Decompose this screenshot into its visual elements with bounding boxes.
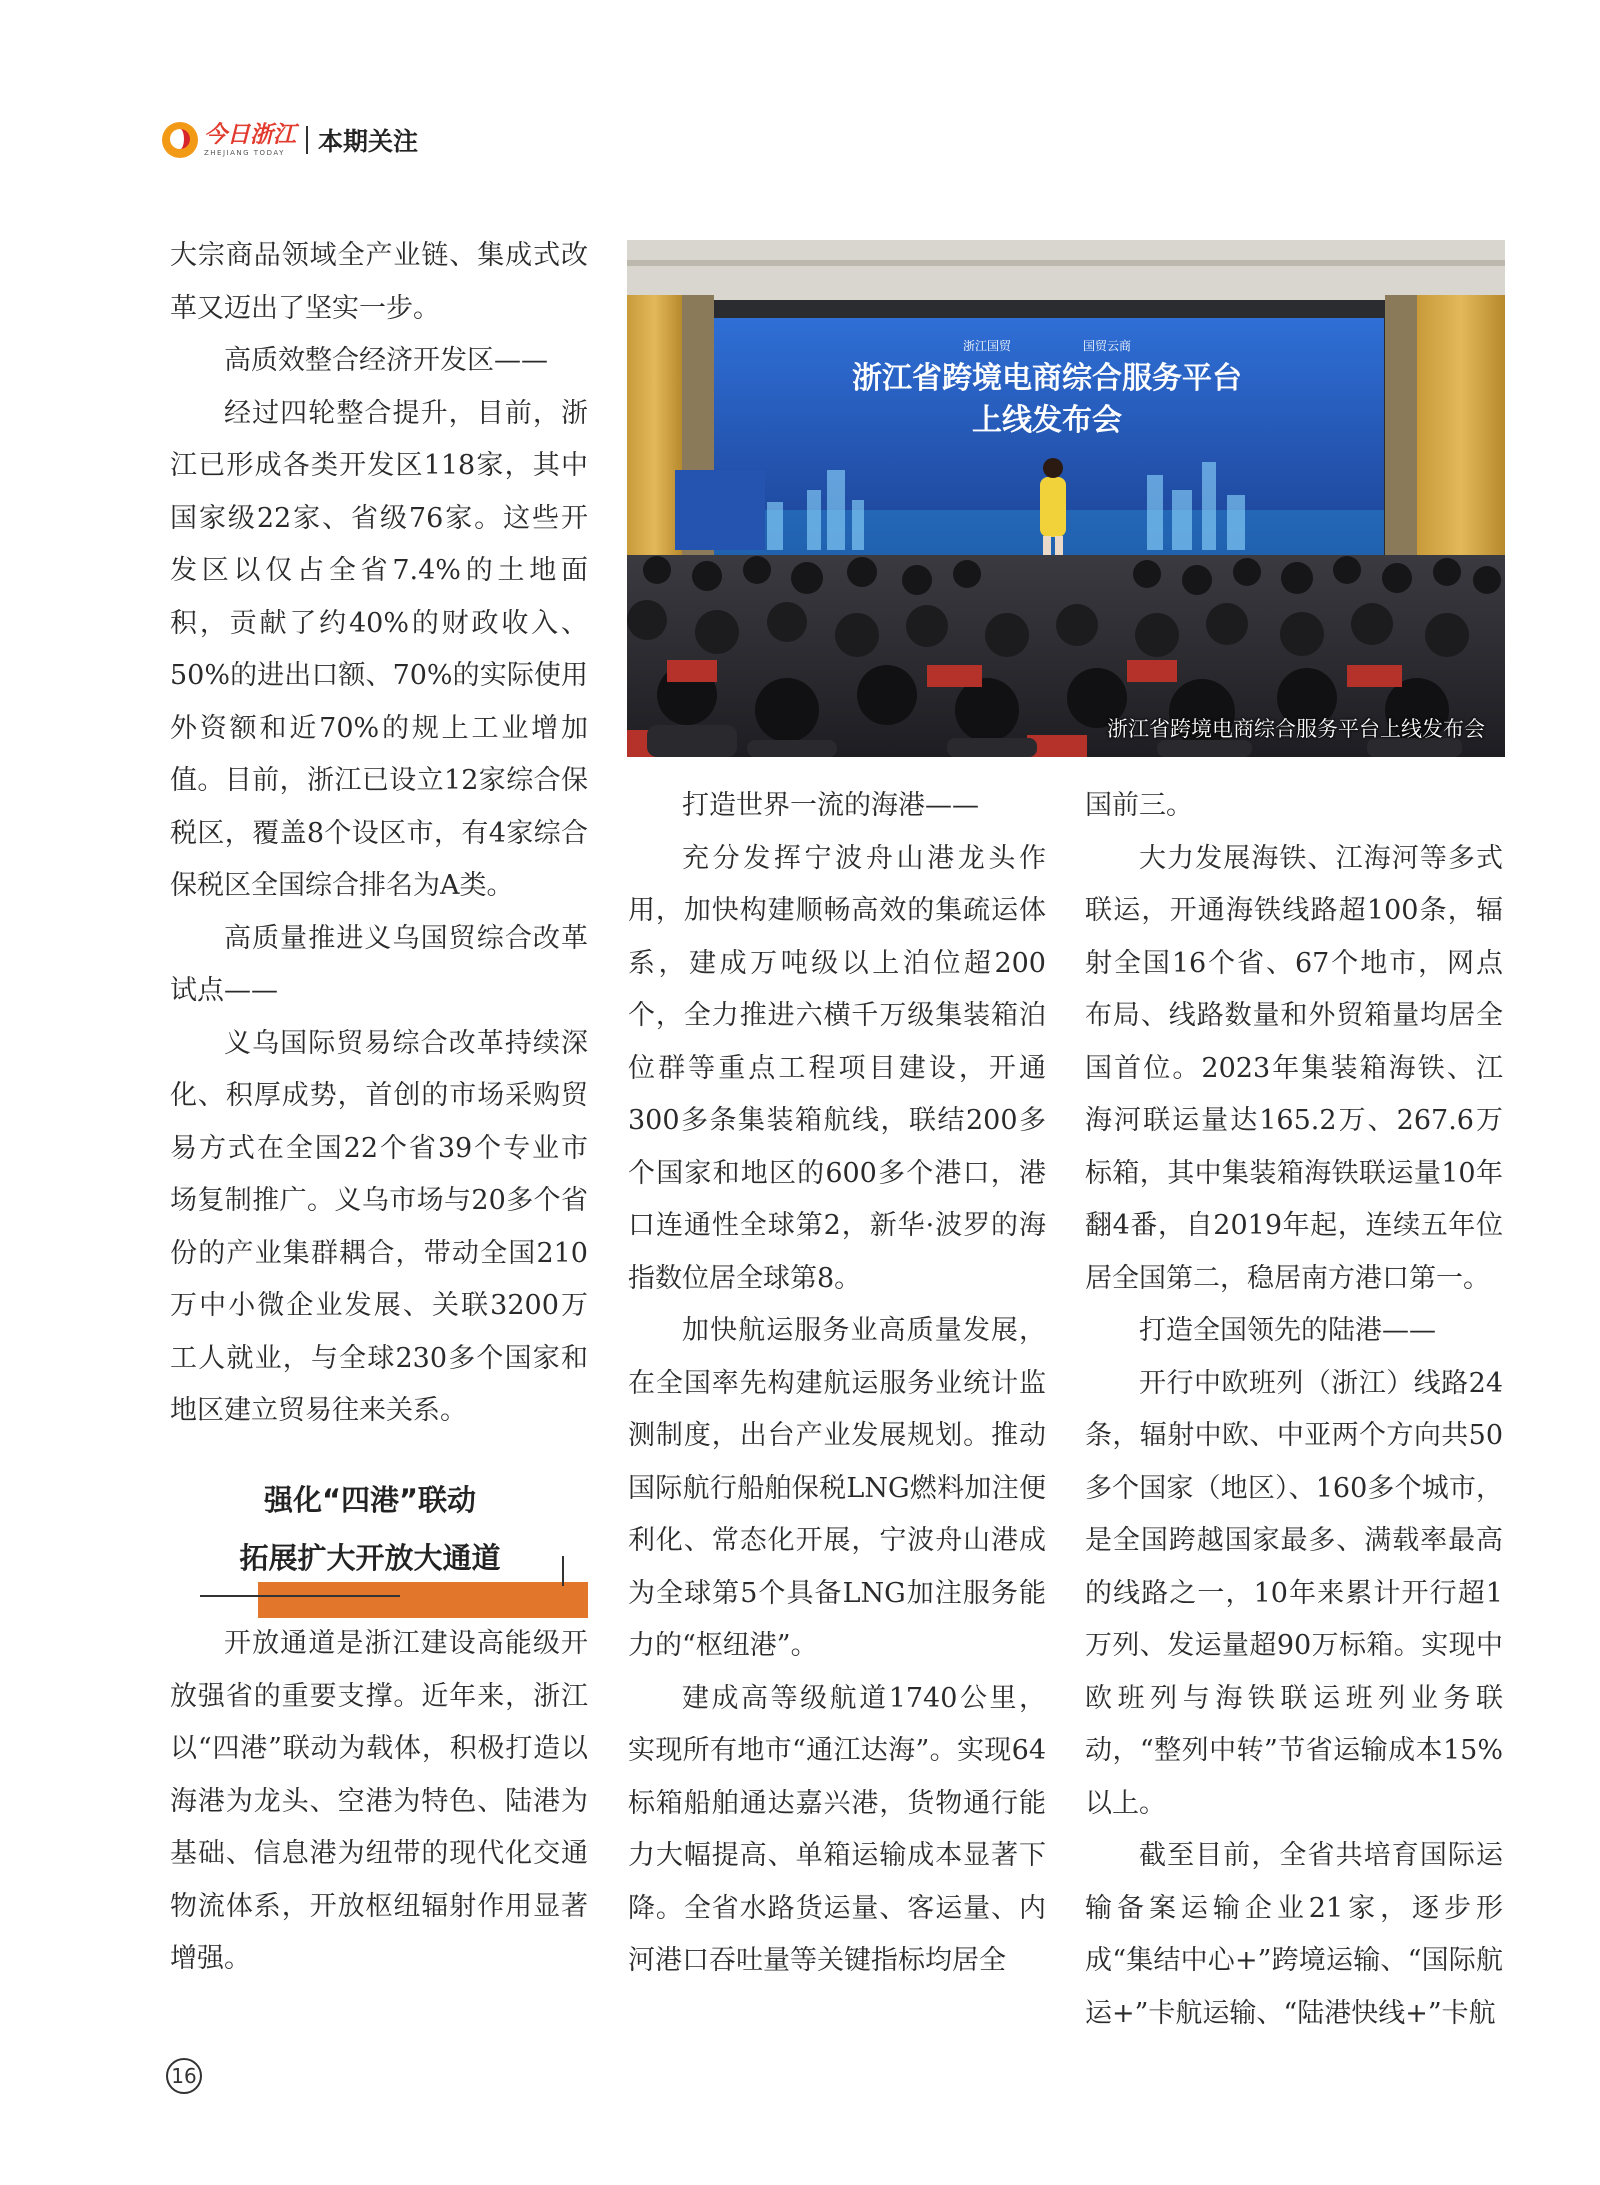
screen-title-1: 浙江省跨境电商综合服务平台 (852, 361, 1242, 396)
paragraph: 经过四轮整合提升，目前，浙江已形成各类开发区118家，其中国家级22家、省级76家。这些开发区以仅占全省7.4%的土地面积，贡献了约40%的财政收入、50%的进出口额、70%的实际使用外资额和近70%的规上工业增加值。目前，浙江已设立12家综合保税区，覆盖8个设区市，有4家综合保税区全国综合排名为A类。 (170, 397, 588, 901)
header-divider (306, 126, 308, 154)
photo-caption: 浙江省跨境电商综合服务平台上线发布会 (1107, 717, 1485, 741)
logo-text (204, 121, 296, 157)
section-subheading (170, 1470, 588, 1625)
right-column (1085, 780, 1503, 2040)
paragraph: 加快航运服务业高质量发展，在全国率先构建航运服务业统计监测制度，出台产业发展规划。推动国际航行船舶保税LNG燃料加注便利化、常态化开展，宁波舟山港成为全球第5个具备LNG加注服务能力的“枢纽港”。 (628, 1315, 1046, 1661)
left-column-top (170, 230, 588, 1438)
paragraph-heading: 高质效整合经济开发区—— (224, 345, 548, 376)
page-header (162, 118, 418, 162)
paragraph-heading: 高质量推进义乌国贸综合改革试点—— (170, 922, 588, 1006)
paragraph: 截至目前，全省共培育国际运输备案运输企业21家，逐步形成“集结中心+”跨境运输、“国际航运+”卡航运输、“陆港快线+”卡航 (1085, 1840, 1503, 2029)
paragraph: 国前三。 (1085, 790, 1193, 821)
screen-title-2: 上线发布会 (972, 403, 1122, 438)
paragraph: 义乌国际贸易综合改革持续深化、积厚成势，首创的市场采购贸易方式在全国22个省39个专业市场复制推广。义乌市场与20多个省份的产业集群耦合，带动全国210万中小微企业发展、关联3200万工人就业，与全球230多个国家和地区建立贸易往来关系。 (170, 1027, 588, 1426)
subheading-rule (200, 1595, 400, 1597)
paragraph: 充分发挥宁波舟山港龙头作用，加快构建顺畅高效的集疏运体系，建成万吨级以上泊位超200个，全力推进六横千万级集装箱泊位群等重点工程项目建设，开通300多条集装箱航线，联结200多个国家和地区的600多个港口，港口连通性全球第2，新华·波罗的海指数位居全球第8。 (628, 842, 1046, 1294)
event-photo-image (627, 240, 1505, 757)
subheading-line-2: 拓展扩大开放大通道 (239, 1541, 501, 1575)
screen-logo-2: 国贸云商 (1082, 339, 1132, 353)
logo-english-name: ZHEJIANG TODAY (204, 148, 285, 157)
page-number: 16 (166, 2058, 202, 2094)
left-column-bottom (170, 1618, 588, 1986)
paragraph: 开放通道是浙江建设高能级开放强省的重要支撑。近年来，浙江以“四港”联动为载体，积极打造以海港为龙头、空港为特色、陆港为基础、信息港为纽带的现代化交通物流体系，开放枢纽辐射作用显著增强。 (170, 1628, 588, 1974)
paragraph: 开行中欧班列（浙江）线路24条，辐射中欧、中亚两个方向共50多个国家（地区）、160多个城市，是全国跨越国家最多、满载率最高的线路之一，10年来累计开行超1万列、发运量超90万标箱。实现中欧班列与海铁联运班列业务联动，“整列中转”节省运输成本15%以上。 (1085, 1367, 1503, 1819)
paragraph: 大力发展海铁、江海河等多式联运，开通海铁线路超100条，辐射全国16个省、67个地市，网点布局、线路数量和外贸箱量均居全国首位。2023年集装箱海铁、江海河联运量达165.2万、267.6万标箱，其中集装箱海铁联运量10年翻4番，自2019年起，连续五年位居全国第二，稳居南方港口第一。 (1085, 842, 1503, 1294)
paragraph-heading: 打造世界一流的海港—— (682, 790, 979, 821)
paragraph: 建成高等级航道1740公里，实现所有地市“通江达海”。实现64标箱船舶通达嘉兴港，货物通行能力大幅提高、单箱运输成本显著下降。全省水路货运量、客运量、内河港口吞吐量等关键指标均居全 (628, 1682, 1046, 1976)
logo-chinese-name: 今日浙江 (204, 121, 296, 148)
sun-logo-icon (162, 122, 198, 158)
event-photo (627, 240, 1505, 757)
section-title: 本期关注 (318, 127, 419, 156)
screen-logo-1: 浙江国贸 (962, 339, 1012, 353)
paragraph-heading: 打造全国领先的陆港—— (1139, 1315, 1436, 1346)
subheading-line-1: 强化“四港”联动 (263, 1483, 477, 1517)
middle-column (628, 780, 1046, 1988)
subheading-accent-bar (258, 1582, 588, 1618)
paragraph: 大宗商品领域全产业链、集成式改革又迈出了坚实一步。 (170, 240, 588, 324)
magazine-logo (162, 122, 296, 158)
